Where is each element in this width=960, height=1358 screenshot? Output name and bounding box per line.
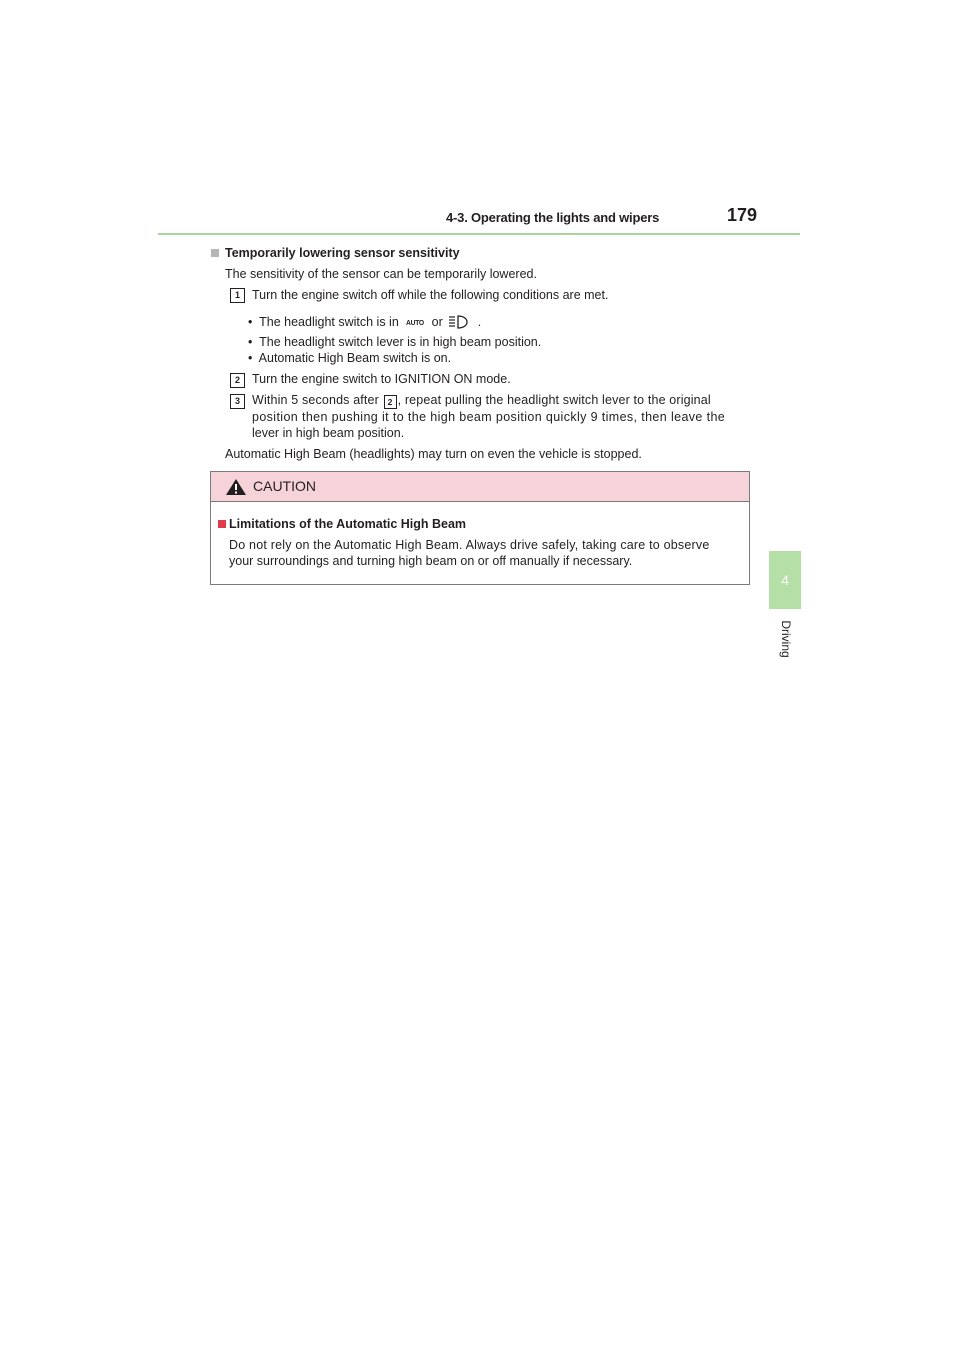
step-3-badge: 3: [230, 394, 245, 409]
section-note: Automatic High Beam (headlights) may turn on even the vehicle is stopped.: [225, 447, 642, 461]
caution-bullet-icon: [218, 520, 226, 528]
caution-text-line-2: your surroundings and turning high beam on or off manually if necessary.: [229, 554, 633, 568]
condition-1-text: The headlight switch is in: [259, 315, 399, 329]
header-divider: [158, 233, 800, 235]
section-intro: The sensitivity of the sensor can be temporarily lowered.: [225, 267, 537, 281]
step-ref-badge: 2: [384, 395, 397, 409]
chapter-number: 4: [781, 572, 789, 588]
condition-3-text: Automatic High Beam switch is on.: [258, 351, 452, 365]
headlight-icon: [448, 315, 472, 329]
step-1-badge: 1: [230, 288, 245, 303]
step-3-line-3: lever in high beam position.: [252, 426, 405, 440]
step-3-text-a: Within 5 seconds after: [252, 393, 379, 407]
condition-3: [248, 350, 451, 366]
condition-2: [248, 334, 541, 350]
condition-1-end: .: [477, 315, 482, 329]
condition-2-text: The headlight switch lever is in high beam position.: [259, 335, 542, 349]
caution-box: [210, 471, 750, 585]
caution-heading: Limitations of the Automatic High Beam: [229, 517, 467, 531]
chapter-label: Driving: [779, 620, 793, 658]
step-2-badge: 2: [230, 373, 245, 388]
step-2-text: Turn the engine switch to IGNITION ON mode.: [252, 372, 511, 386]
step-3-line-1: [252, 392, 711, 409]
auto-icon: AUTO: [406, 318, 425, 327]
section-title: 4-3. Operating the lights and wipers: [446, 210, 660, 225]
section-bullet-icon: [211, 249, 219, 257]
page-number: 179: [727, 205, 758, 225]
section-heading: Temporarily lowering sensor sensitivity: [225, 246, 460, 260]
bullet-dot: •: [248, 335, 253, 349]
caution-header: [211, 472, 749, 502]
step-3-line-2: position then pushing it to the high beam position quickly 9 times, then leave the: [252, 410, 726, 424]
bullet-dot: •: [248, 315, 253, 329]
caution-text-line-1: Do not rely on the Automatic High Beam. Always drive safely, taking care to observe: [229, 538, 710, 552]
step-3-text-b: , repeat pulling the headlight switch lever to the original: [397, 393, 711, 407]
warning-triangle-icon: [225, 478, 247, 496]
caution-label: CAUTION: [253, 478, 316, 494]
condition-1-or: or: [431, 315, 443, 329]
condition-1: [248, 314, 481, 331]
step-1-text: Turn the engine switch off while the following conditions are met.: [252, 288, 609, 302]
bullet-dot: •: [248, 351, 253, 365]
